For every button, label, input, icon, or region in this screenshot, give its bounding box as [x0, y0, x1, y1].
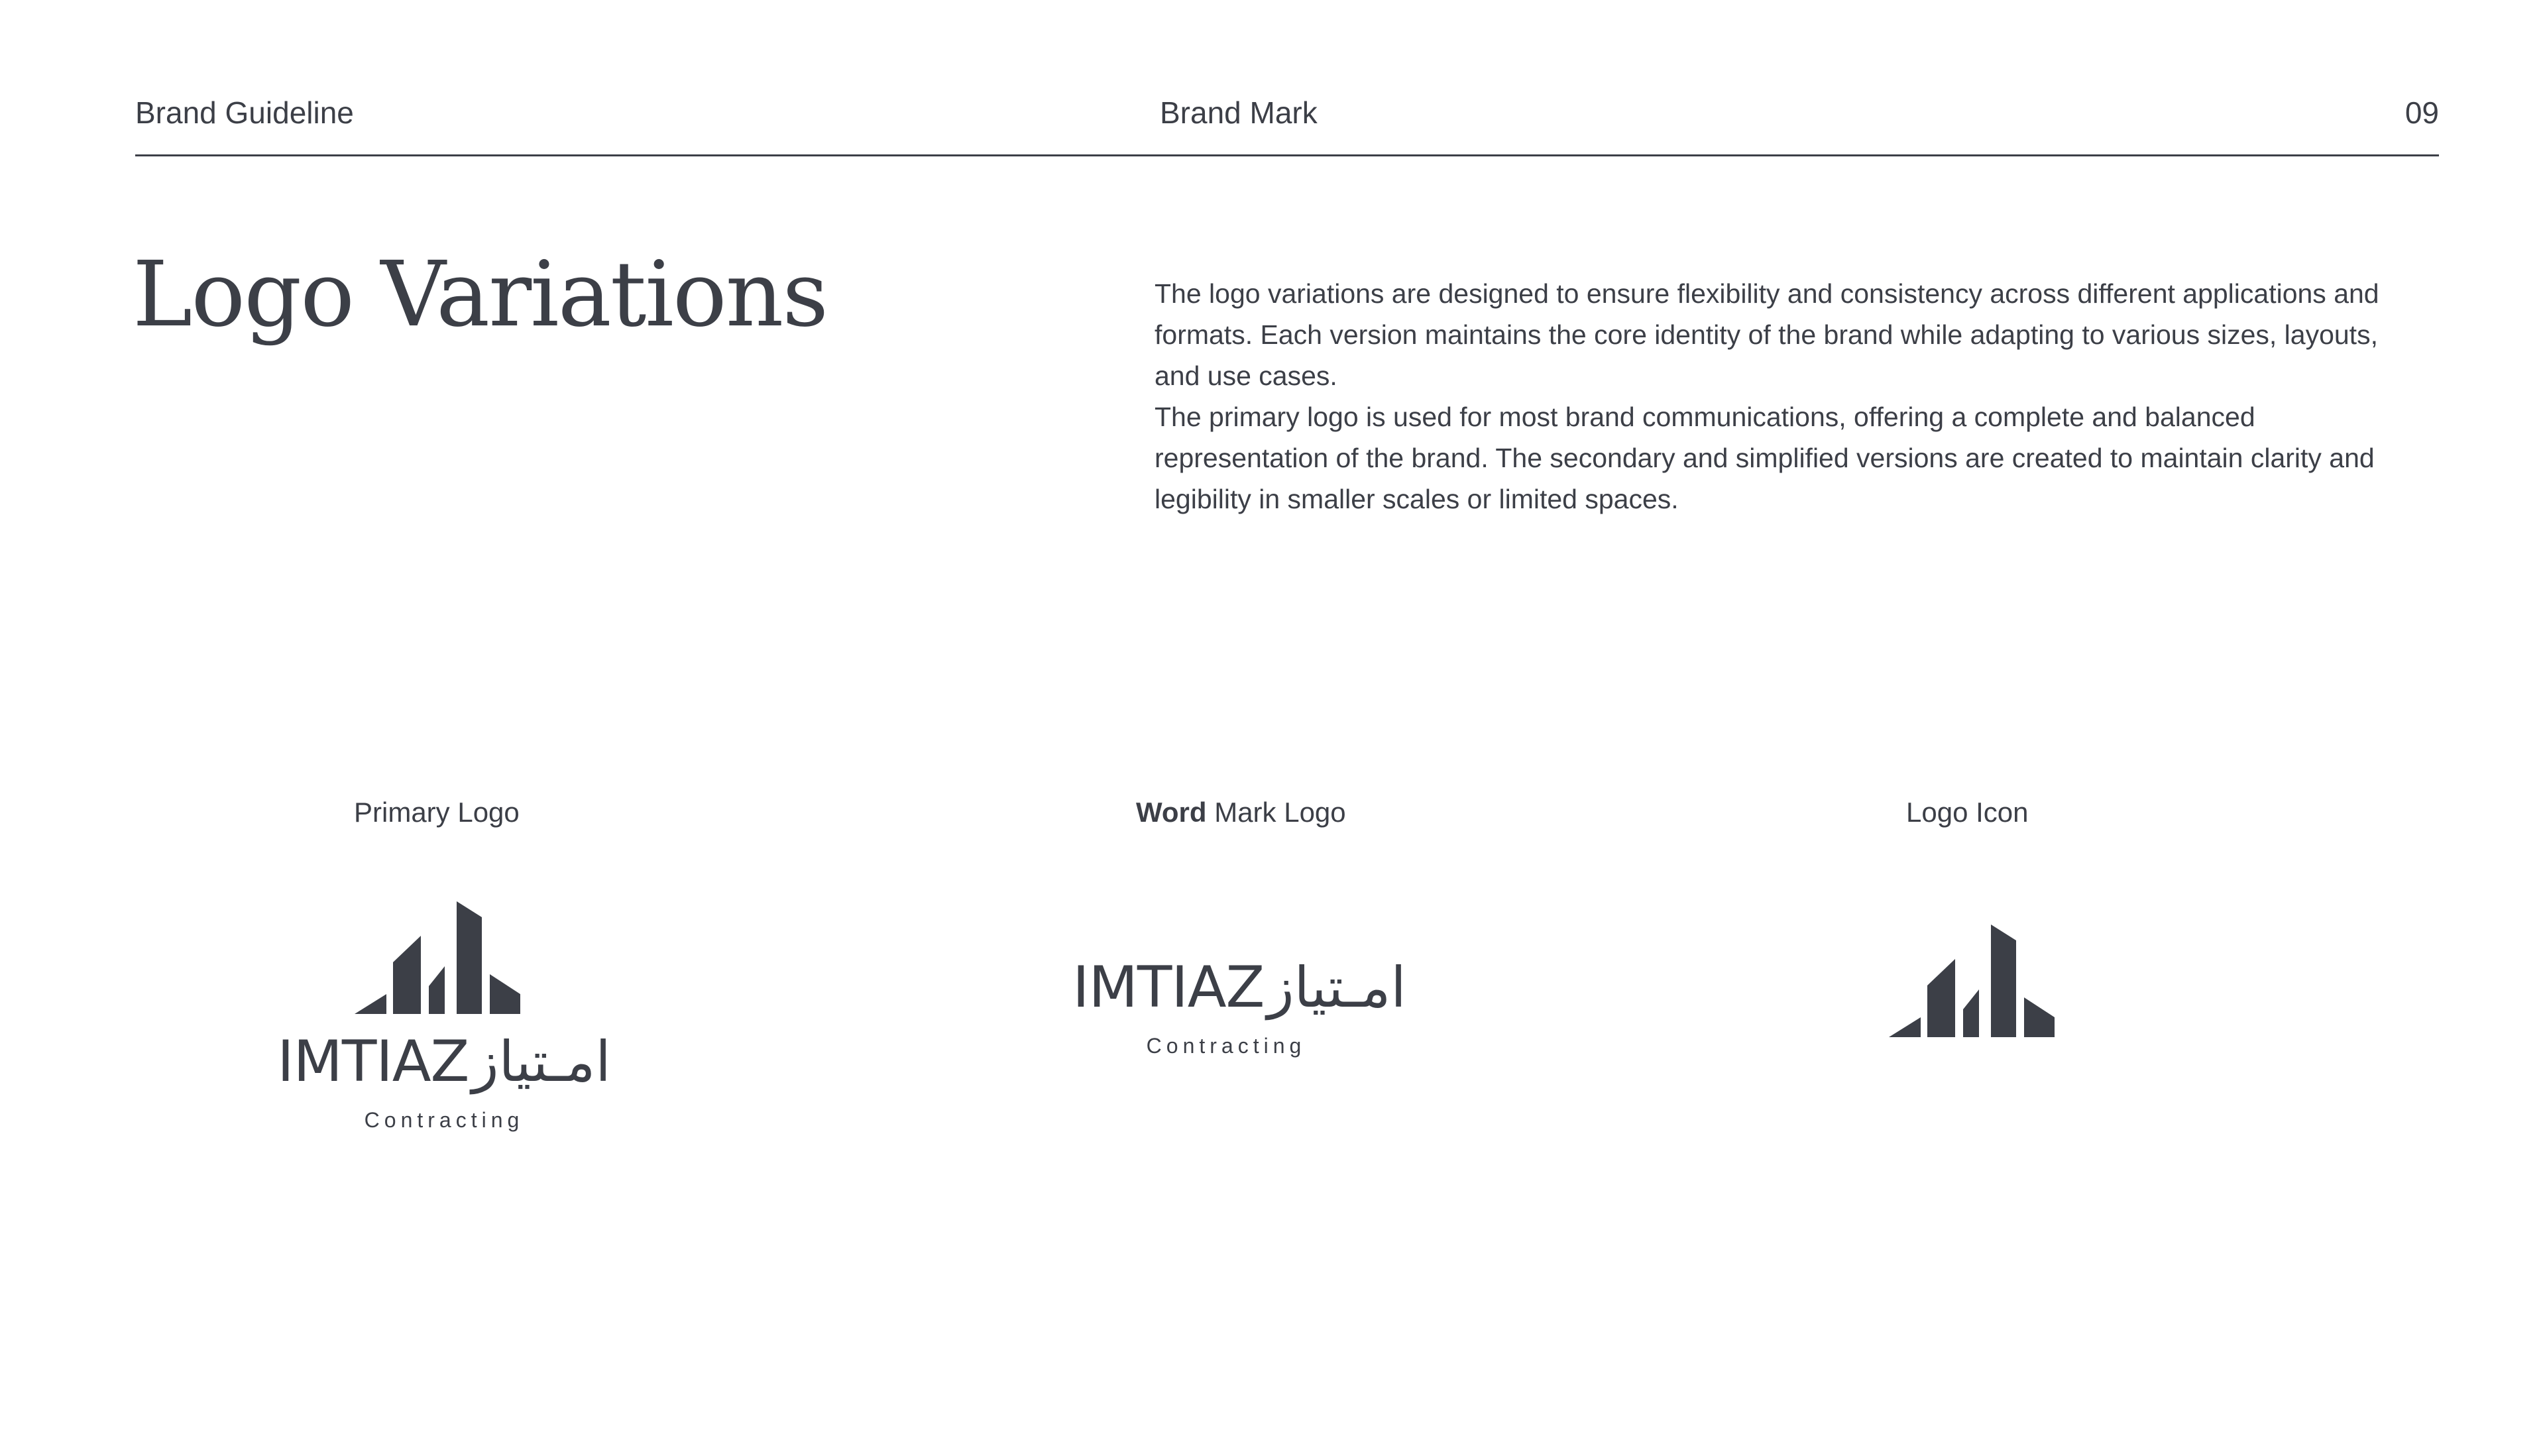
document-title: Brand Guideline [135, 95, 354, 130]
wordmark-only [1060, 954, 1418, 1021]
primary-wordmark [265, 1029, 623, 1095]
description-paragraph-1: The logo variations are designed to ensure flexibility and consistency across different applications and formats. Each version maintains the core identity of the brand while adapting to various sizes, layouts, and use cases. [1155, 278, 2379, 391]
description [1155, 273, 2427, 520]
logo-icon-label: Logo Icon [1906, 797, 2029, 828]
wordmark-tagline: Contracting [364, 1108, 524, 1132]
wordmark-arabic: امـتياز [1267, 955, 1406, 1020]
primary-logo-label: Primary Logo [354, 797, 520, 828]
wordmark-arabic: امـتياز [471, 1029, 611, 1094]
logo-icon [1889, 924, 2061, 1044]
description-paragraph-2: The primary logo is used for most brand communications, offering a complete and balanced representation of the brand. The secondary and simplified versions are created to maintain clarity and legibility in smaller scales or limited spaces. [1155, 402, 2375, 514]
buildings-icon [1889, 924, 2055, 1037]
page-header [135, 93, 2439, 156]
page-title: Logo Variations [133, 243, 828, 347]
section-title: Brand Mark [1160, 95, 1318, 130]
wordmark-latin: IMTIAZ [1072, 954, 1265, 1021]
wordmark-logo [1060, 954, 1418, 1074]
wordmark-tagline: Contracting [1146, 1034, 1306, 1058]
wordmark-label-bold: Word [1136, 797, 1207, 828]
wordmark-label-rest: Mark Logo [1206, 797, 1346, 828]
wordmark-logo-label [1136, 793, 1346, 832]
wordmark-latin: IMTIAZ [277, 1029, 469, 1095]
primary-logo [265, 901, 623, 1140]
buildings-icon [355, 901, 520, 1014]
page-number: 09 [2404, 95, 2439, 130]
